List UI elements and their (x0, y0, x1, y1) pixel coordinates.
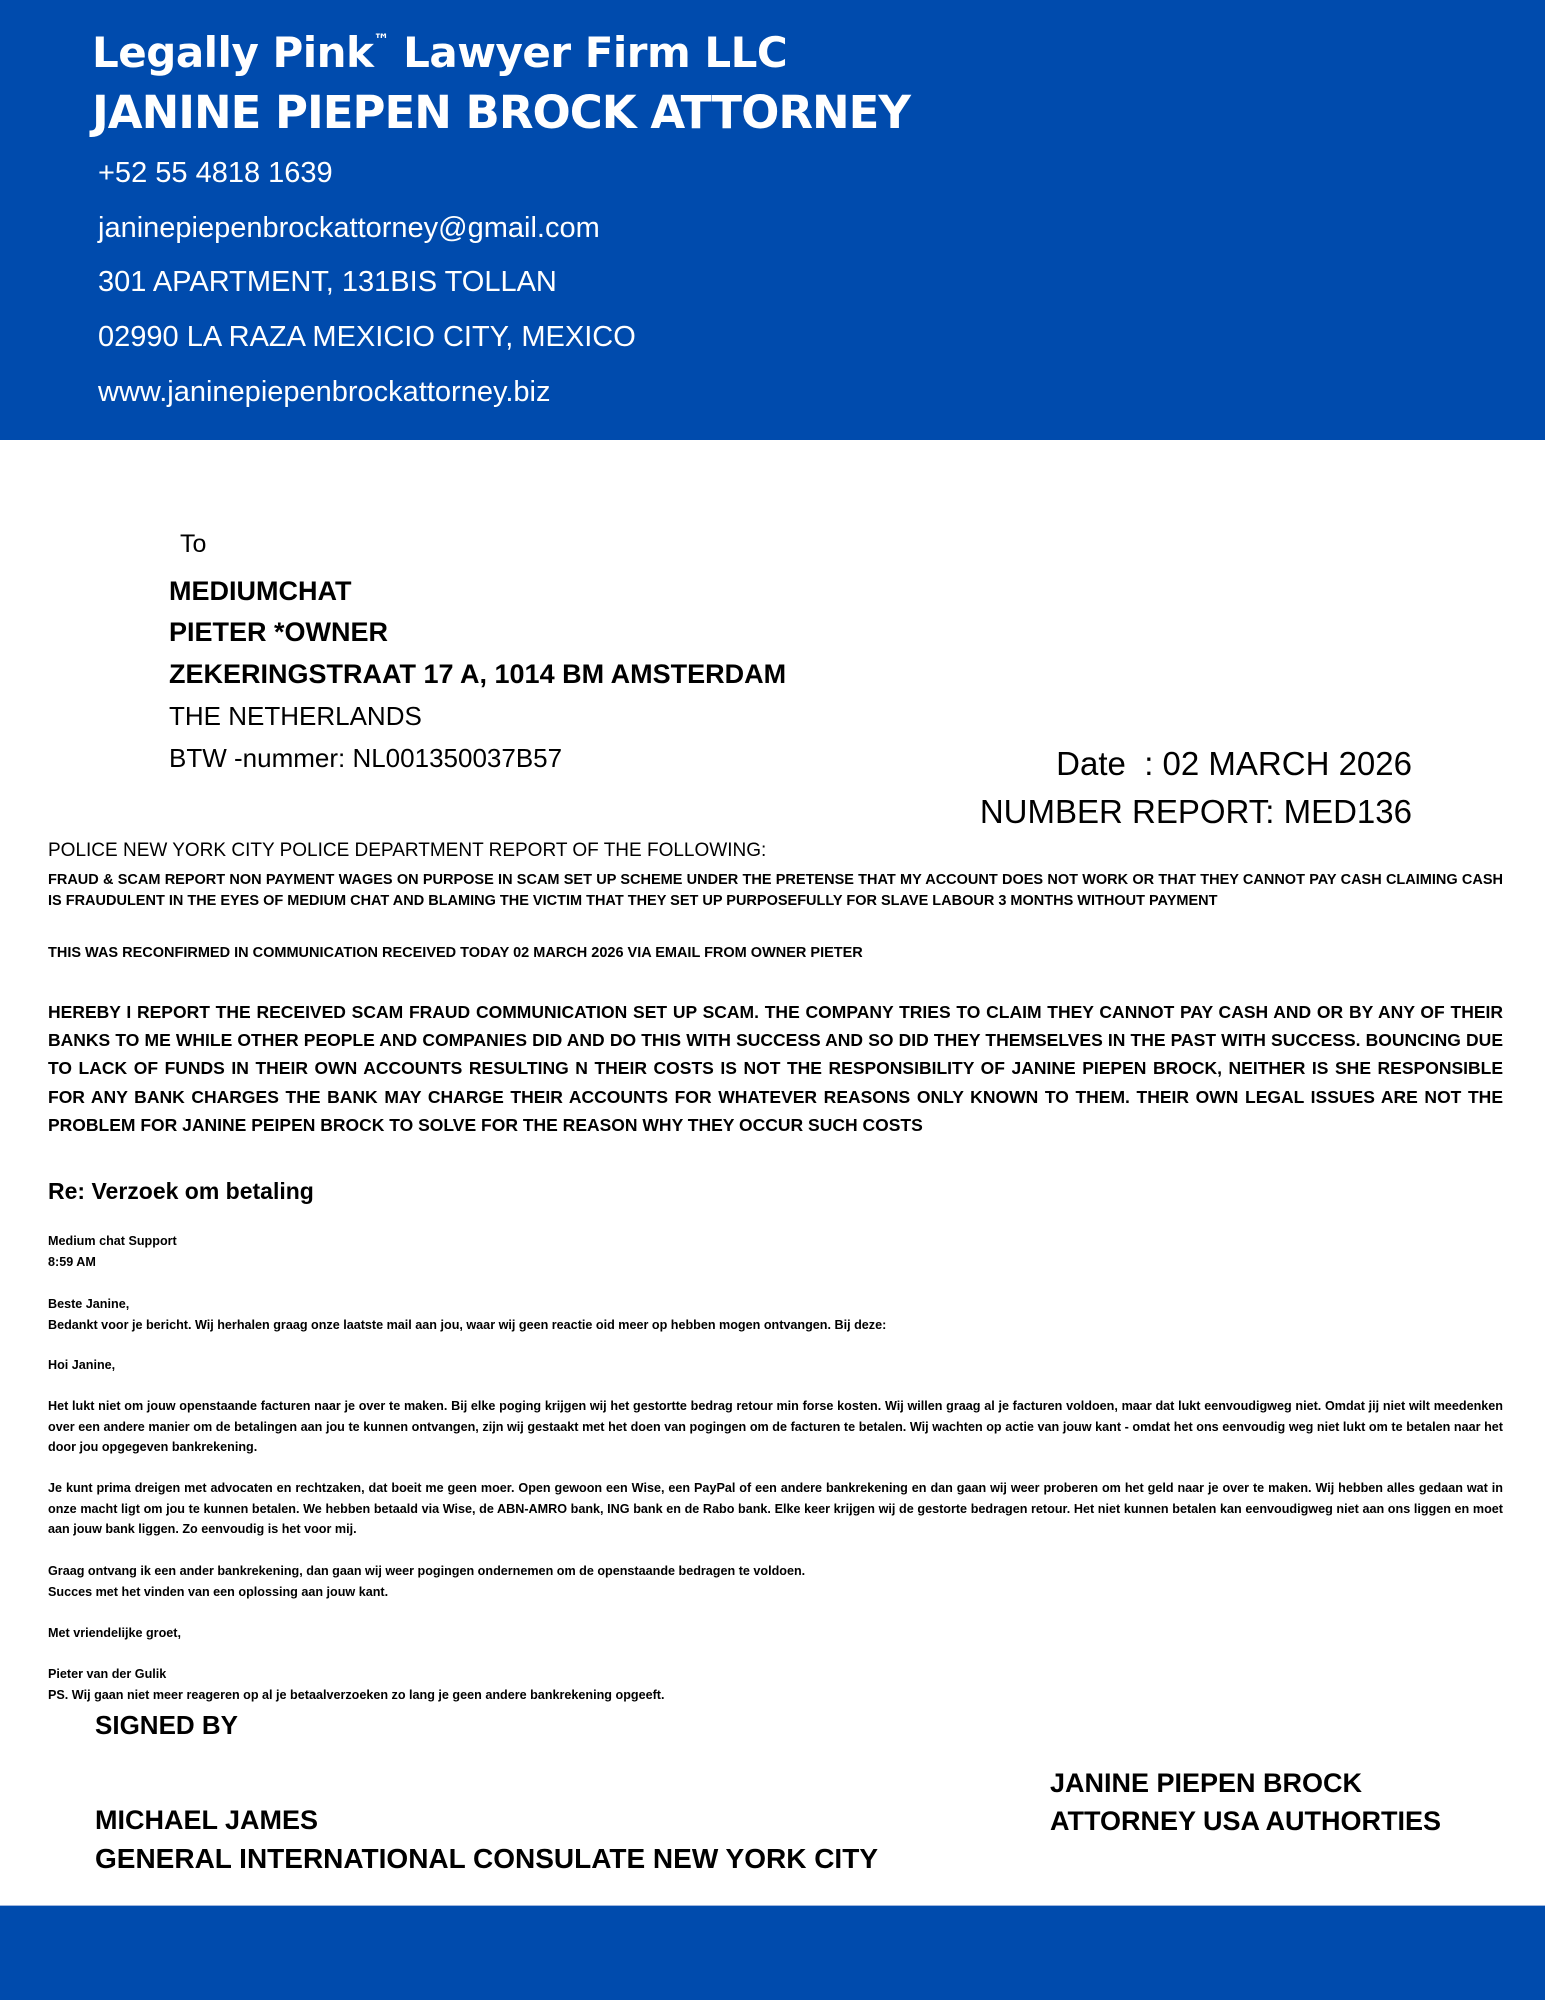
firm-name-suffix: Lawyer Firm LLC (388, 28, 788, 77)
firm-name-main: Legally Pink (92, 28, 374, 77)
report-statement: HEREBY I REPORT THE RECEIVED SCAM FRAUD COMMUNICATION SET UP SCAM. THE COMPANY TRIES TO CLAIM THEY CANNOT PAY CASH AND OR BY ANY OF THEIR BANKS TO ME WHILE OTHER PEOPLE AND COMPANIES DID AND DO THIS WITH SUCCESS AND SO DID THEY THEMSELVES IN THE PAST WITH SUCCESS. BOUNCING DUE TO LACK OF FUNDS IN THEIR OWN ACCOUNTS RESULTING N THEIR COSTS IS NOT THE RESPONSIBILITY OF JANINE PIEPEN BROCK, NEITHER IS SHE RESPONSIBLE FOR ANY BANK CHARGES THE BANK MAY CHARGE THEIR ACCOUNTS FOR WHATEVER REASONS ONLY KNOWN TO THEM. THEIR OWN LEGAL ISSUES ARE NOT THE PROBLEM FOR JANINE PEIPEN BROCK TO SOLVE FOR THE REASON WHY THEY OCCUR SUCH COSTS (48, 1002, 1503, 1135)
recipient-contact: PIETER *OWNER (169, 617, 389, 647)
email-sender: Medium chat Support (48, 1234, 177, 1248)
address-line-2: 02990 LA RAZA MEXICIO CITY, MEXICO (98, 321, 636, 353)
report-reconfirmed: THIS WAS RECONFIRMED IN COMMUNICATION RECEIVED TODAY 02 MARCH 2026 VIA EMAIL FROM OWNER PIETER (48, 945, 863, 961)
recipient-vat: BTW -nummer: NL001350037B57 (169, 743, 563, 773)
email-signature-name: Pieter van der Gulik (48, 1667, 167, 1681)
police-heading: POLICE NEW YORK CITY POLICE DEPARTMENT REPORT OF THE FOLLOWING: (48, 840, 767, 861)
signed-by-label: SIGNED BY (95, 1710, 239, 1740)
email-paragraph-3 (48, 1561, 1503, 1602)
email-paragraph-1: Het lukt niet om jouw openstaande facturen naar je over te maken. Bij elke poging krijgen wij het gestortte bedrag retour min forse kosten. Wij willen graag al je facturen voldoen, maar dat lukt eenvoudigweg niet. Omdat jij niet wilt meedenken over een andere manier om de betalingen aan jou te kunnen ontvangen, zijn wij gestaakt met het doen van pogingen om de facturen te betalen. Wij wachten op actie van jouw kant - omdat het ons eenvoudig weg niet lukt om te betalen naar het door jou opgegeven bankrekening. (48, 1399, 1503, 1455)
email-salutation: Hoi Janine, (48, 1358, 116, 1372)
email-subject: Re: Verzoek om betaling (48, 1178, 314, 1204)
recipient-street: ZEKERINGSTRAAT 17 A, 1014 BM AMSTERDAM (169, 659, 787, 689)
trademark-symbol: ™ (373, 30, 389, 49)
to-label: To (180, 530, 207, 558)
email-intro: Bedankt voor je bericht. Wij herhalen graag onze laatste mail aan jou, waar wij geen reactie oid meer op hebben mogen ontvangen. Bij deze: (48, 1317, 887, 1332)
email-greeting: Beste Janine, (48, 1297, 130, 1311)
letterhead (0, 0, 1545, 440)
attorney-signature-name: JANINE PIEPEN BROCK (1050, 1768, 1363, 1798)
email-address[interactable]: janinepiepenbrockattorney@gmail.com (98, 212, 600, 244)
address-line-1: 301 APARTMENT, 131BIS TOLLAN (98, 266, 557, 298)
email-postscript: PS. Wij gaan niet meer reageren op al je betaalverzoeken zo lang je geen andere bankrekening opgeeft. (48, 1687, 665, 1702)
email-paragraph-3-line-2: Succes met het vinden van een oplossing aan jouw kant. (48, 1584, 389, 1599)
report-date: Date : 02 MARCH 2026 (1056, 745, 1412, 782)
email-closing: Met vriendelijke groet, (48, 1626, 181, 1640)
website-link[interactable]: www.janinepiepenbrockattorney.biz (98, 376, 551, 408)
signer-name: MICHAEL JAMES (95, 1805, 319, 1835)
attorney-title: JANINE PIEPEN BROCK ATTORNEY (92, 86, 910, 139)
email-header (48, 1231, 1503, 1272)
recipient-country: THE NETHERLANDS (169, 701, 422, 731)
report-number: NUMBER REPORT: MED136 (979, 793, 1412, 830)
email-signature-block (48, 1664, 1503, 1705)
email-time: 8:59 AM (48, 1254, 96, 1269)
email-greeting-block (48, 1294, 1503, 1335)
email-paragraph-2: Je kunt prima dreigen met advocaten en rechtzaken, dat boeit me geen moer. Open gewoon een Wise, een PayPal of een andere bankrekening en dan gaan wij weer proberen om het geld naar je over te maken. Wij hebben alles gedaan wat in onze macht ligt om jou te kunnen betalen. We hebben betaald via Wise, de ABN-AMRO bank, ING bank en de Rabo bank. Elke keer krijgen wij de gestorte bedragen retour. Het niet kunnen betalen kan eenvoudigweg niet aan ons liggen en moet aan jouw bank liggen. Zo eenvoudig is het voor mij. (48, 1481, 1503, 1537)
footer-bar (0, 1905, 1545, 2000)
signer-title: GENERAL INTERNATIONAL CONSULATE NEW YORK CITY (95, 1843, 878, 1874)
attorney-signature-role: ATTORNEY USA AUTHORTIES (1050, 1806, 1442, 1836)
email-paragraph-3-line-1: Graag ontvang ik een ander bankrekening, dan gaan wij weer pogingen ondernemen om de openstaande bedragen te voldoen. (48, 1564, 806, 1578)
phone-number: +52 55 4818 1639 (98, 157, 333, 189)
recipient-company: MEDIUMCHAT (169, 576, 352, 606)
firm-name (92, 28, 787, 77)
report-summary: FRAUD & SCAM REPORT NON PAYMENT WAGES ON PURPOSE IN SCAM SET UP SCHEME UNDER THE PRETENSE THAT MY ACCOUNT DOES NOT WORK OR THAT THEY CANNOT PAY CASH CLAIMING CASH IS FRAUDULENT IN THE EYES OF MEDIUM CHAT AND BLAMING THE VICTIM THAT THEY SET UP PURPOSEFULLY FOR SLAVE LABOUR 3 MONTHS WITHOUT PAYMENT (48, 872, 1503, 909)
